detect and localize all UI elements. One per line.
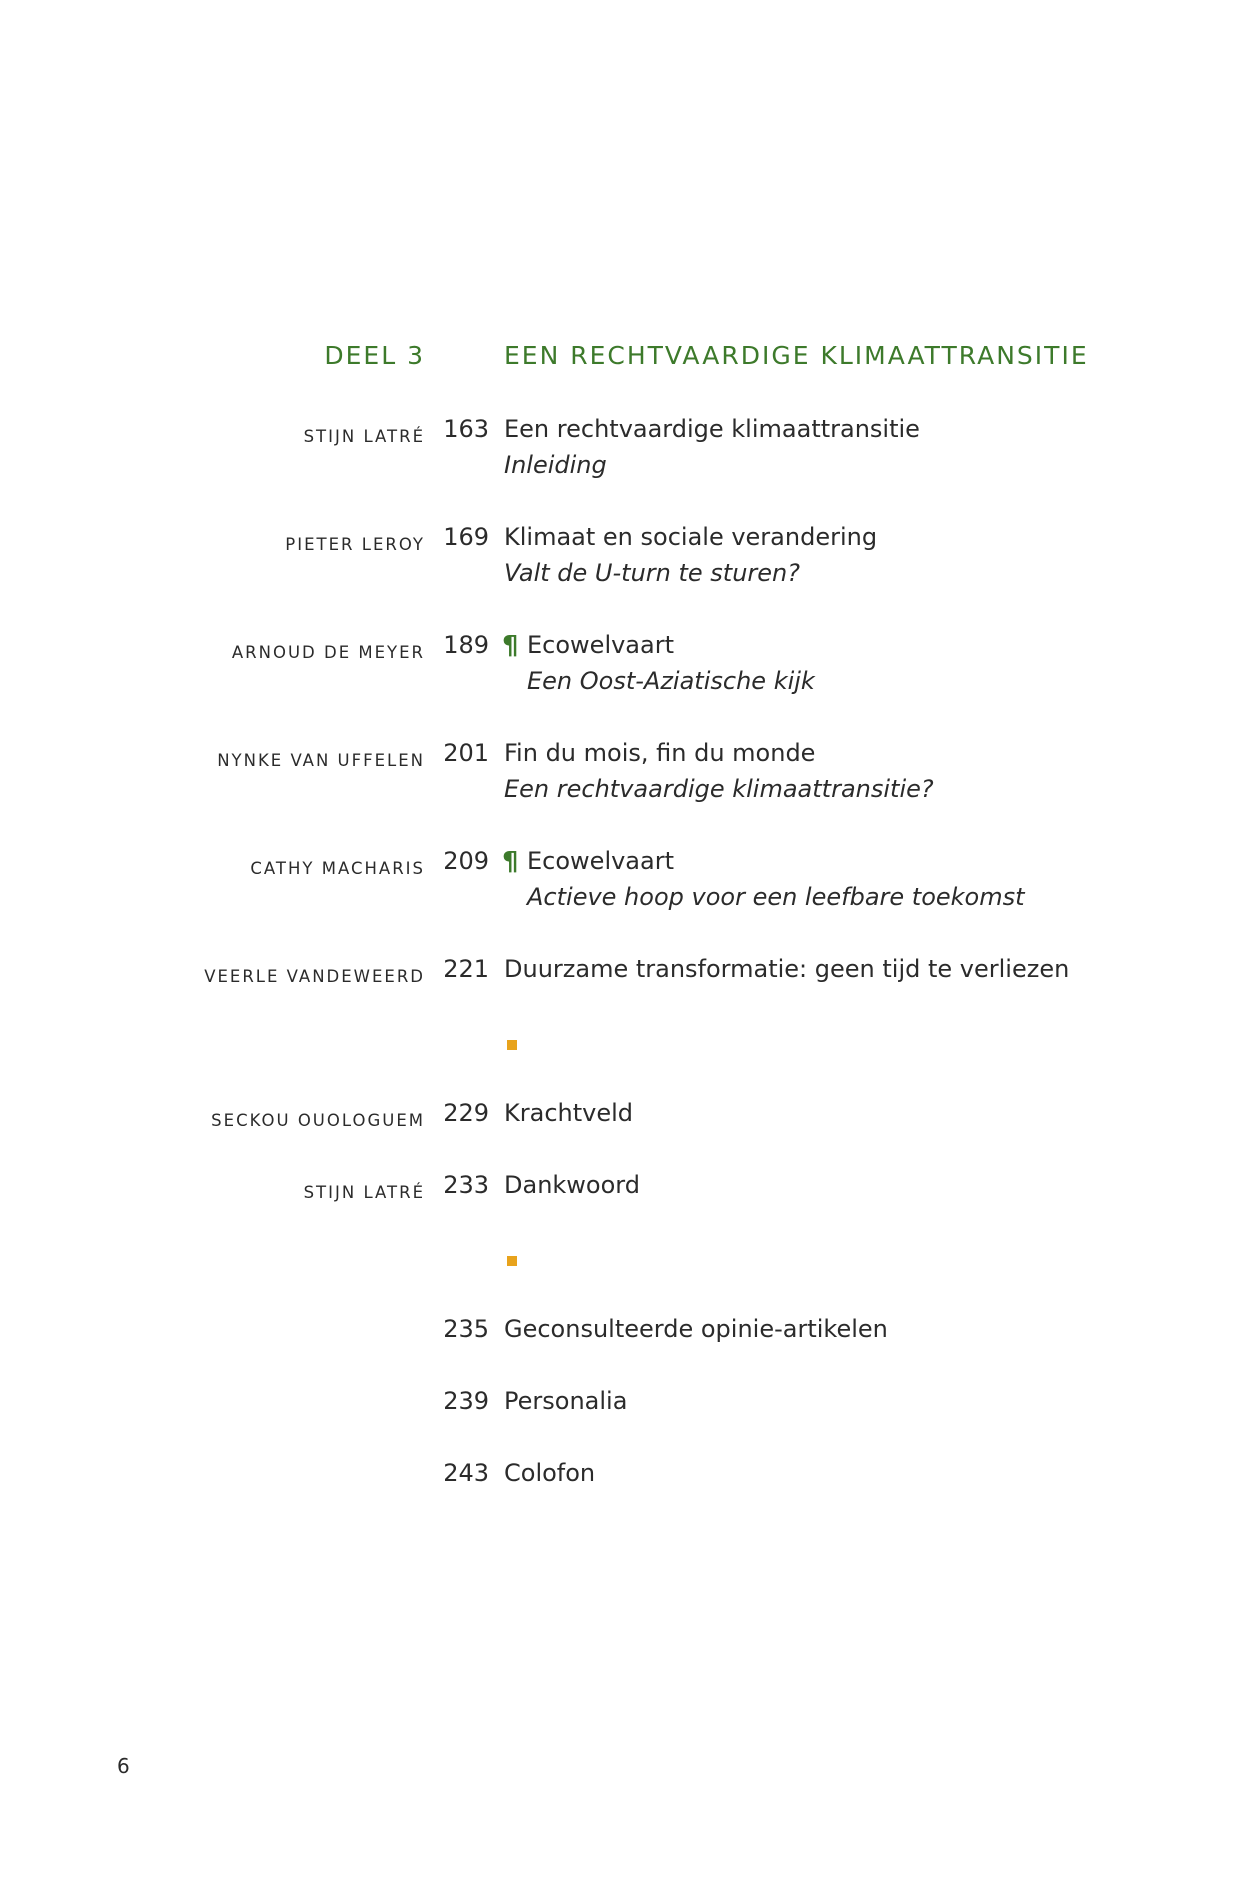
toc-entry[interactable] [0,1099,1260,1169]
entry-author: PIETER LEROY [285,535,425,554]
toc-entry[interactable] [0,1459,1260,1529]
toc-entry[interactable] [0,1315,1260,1385]
entry-subtitle: Een Oost-Aziatische kijk [527,667,815,695]
entry-page-number: 169 [443,523,489,551]
section-separator [507,1256,517,1266]
entry-title: Duurzame transformatie: geen tijd te verliezen [504,955,1070,983]
toc-entry[interactable] [0,739,1260,809]
entry-title: Geconsulteerde opinie-artikelen [504,1315,888,1343]
entry-subtitle: Valt de U-turn te sturen? [504,559,800,587]
entry-author: SECKOU OUOLOGUEM [211,1111,425,1130]
entry-author: ARNOUD DE MEYER [231,643,425,662]
entry-title: Personalia [504,1387,628,1415]
entry-title: Colofon [504,1459,596,1487]
entry-title: Een rechtvaardige klimaattransitie [504,415,920,443]
entry-page-number: 201 [443,739,489,767]
entry-title: Ecowelvaart [527,631,674,659]
toc-entry[interactable] [0,631,1260,701]
toc-entry[interactable] [0,1387,1260,1457]
entry-page-number: 233 [443,1171,489,1199]
toc-entry[interactable] [0,847,1260,917]
toc-entry[interactable] [0,415,1260,485]
entry-page-number: 229 [443,1099,489,1127]
entry-subtitle: Actieve hoop voor een leefbare toekomst [527,883,1025,911]
entry-page-number: 209 [443,847,489,875]
entry-author: NYNKE VAN UFFELEN [217,751,425,770]
entry-page-number: 189 [443,631,489,659]
entry-author: STIJN LATRÉ [303,427,425,446]
entry-page-number: 235 [443,1315,489,1343]
part-label: DEEL 3 [324,341,425,370]
page-number: 6 [117,1754,130,1778]
entry-title: Dankwoord [504,1171,640,1199]
toc-entry[interactable] [0,955,1260,1025]
entry-title: Klimaat en sociale verandering [504,523,878,551]
pilcrow-icon: ¶ [502,847,519,877]
entry-title: Fin du mois, fin du monde [504,739,816,767]
entry-page-number: 163 [443,415,489,443]
part-title: EEN RECHTVAARDIGE KLIMAATTRANSITIE [504,341,1089,370]
entry-title: Krachtveld [504,1099,633,1127]
entry-author: CATHY MACHARIS [250,859,425,878]
entry-author: STIJN LATRÉ [303,1183,425,1202]
entry-subtitle: Een rechtvaardige klimaattransitie? [504,775,934,803]
pilcrow-icon: ¶ [502,631,519,661]
entry-page-number: 243 [443,1459,489,1487]
entry-title: Ecowelvaart [527,847,674,875]
entry-page-number: 239 [443,1387,489,1415]
section-separator [507,1040,517,1050]
entry-subtitle: Inleiding [504,451,607,479]
entry-page-number: 221 [443,955,489,983]
entry-author: VEERLE VANDEWEERD [204,967,425,986]
toc-entry[interactable] [0,1171,1260,1241]
toc-entry[interactable] [0,523,1260,593]
